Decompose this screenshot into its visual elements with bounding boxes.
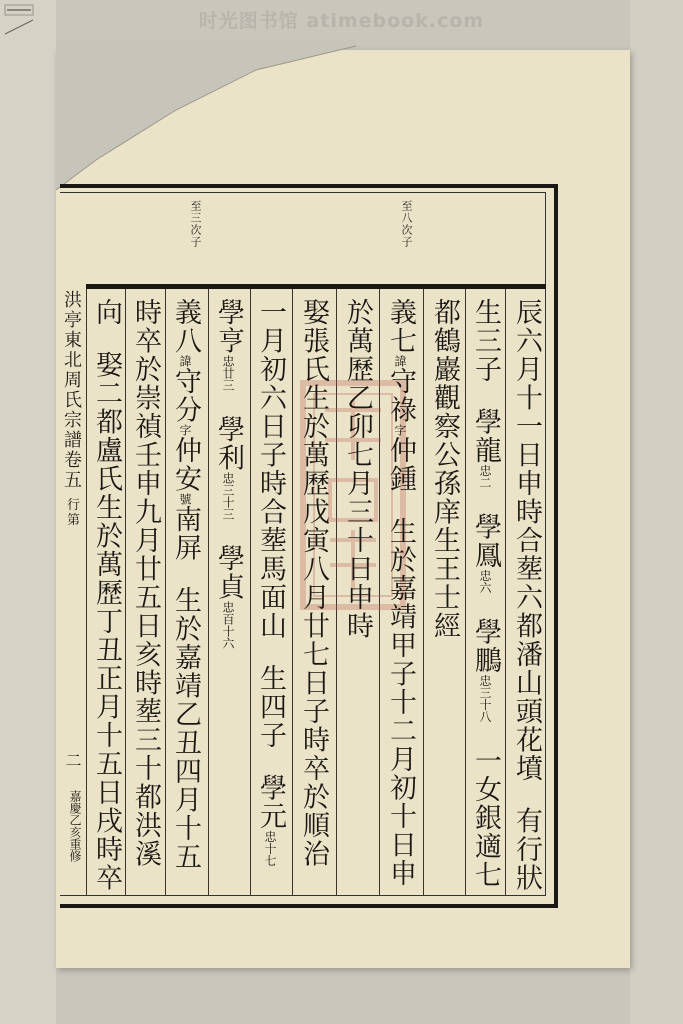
column-rule xyxy=(292,289,293,896)
scanner-bed-right xyxy=(630,0,683,1024)
annotation-note: 諱 xyxy=(178,355,192,367)
column-text: 學利 xyxy=(213,415,244,472)
annotation-note: 忠三十八 xyxy=(478,674,492,723)
column-text: 義七 xyxy=(385,298,416,355)
column-rule xyxy=(505,289,506,896)
column-spacer xyxy=(509,783,543,807)
column-text: 仲鍾 xyxy=(385,436,416,493)
column-text: 娶二都盧氏生於萬歷丁丑正月十五日戌時卒 xyxy=(91,350,122,892)
text-column-1 xyxy=(509,298,543,896)
column-spacer xyxy=(168,562,202,586)
column-text: 學亨 xyxy=(213,298,244,355)
column-text: 時卒於崇禎壬申九月廿五日亥時塟三十都洪溪 xyxy=(130,298,161,868)
torn-paper-corner xyxy=(56,40,356,190)
column-rule xyxy=(125,289,126,896)
column-text: 都鶴巖觀察公孫庠生王士經 xyxy=(429,298,460,640)
scanner-bed-left xyxy=(0,0,56,1024)
column-text: 於萬歷乙卯七月三十日申時 xyxy=(342,298,373,640)
header-note-right: 至八次子 xyxy=(400,200,413,248)
column-spacer xyxy=(468,489,502,513)
column-rule xyxy=(465,289,466,896)
text-column-7 xyxy=(253,298,287,896)
column-rule xyxy=(208,289,209,896)
column-text: 學貞 xyxy=(213,544,244,601)
column-text: 仲安 xyxy=(170,436,201,493)
text-column-4 xyxy=(383,298,417,896)
column-text: 生於嘉靖甲子十二月初十日申 xyxy=(385,517,416,888)
column-text: 有行狀 xyxy=(511,806,542,892)
column-text: 守分 xyxy=(170,367,201,424)
column-rule xyxy=(165,289,166,896)
column-text: 生三子 xyxy=(470,298,501,384)
annotation-note: 忠二 xyxy=(478,464,492,489)
column-text: 生於嘉靖乙丑四月十五 xyxy=(170,586,201,871)
column-rule xyxy=(250,289,251,896)
column-text: 辰六月十一日申時合塟六都潘山頭花墳 xyxy=(511,298,542,783)
spine-title-text: 洪亭東北周氏宗譜卷五 xyxy=(61,290,82,490)
column-spacer xyxy=(468,384,502,408)
text-column-2 xyxy=(468,298,502,896)
column-text: 學鵬 xyxy=(470,617,501,675)
column-spacer xyxy=(211,520,245,544)
annotation-note: 諱 xyxy=(393,355,407,367)
column-text: 學鳳 xyxy=(470,512,501,570)
text-column-9 xyxy=(168,298,202,896)
column-text: 學龍 xyxy=(470,407,501,465)
watermark-header: 时光图书馆 atimebook.com xyxy=(198,10,485,32)
column-spacer xyxy=(468,723,502,747)
header-note-left: 至三次子 xyxy=(189,200,202,248)
edition-note: 嘉慶乙亥重修 xyxy=(68,790,82,862)
header-band-divider xyxy=(86,284,546,289)
column-text: 學元 xyxy=(255,773,286,831)
annotation-note: 字 xyxy=(178,424,192,436)
column-spacer xyxy=(383,493,417,517)
column-spacer xyxy=(89,327,123,351)
column-text: 一月初六日子時合塟馬面山 xyxy=(255,298,286,640)
text-column-3 xyxy=(427,298,461,896)
column-spacer xyxy=(211,391,245,415)
column-text: 義八 xyxy=(170,298,201,355)
annotation-note: 忠六 xyxy=(478,569,492,594)
column-spacer xyxy=(253,750,287,774)
annotation-note: 忠廿三 xyxy=(221,355,235,391)
column-text: 守祿 xyxy=(385,367,416,424)
column-text: 生四子 xyxy=(255,664,286,750)
column-rule xyxy=(86,289,87,896)
annotation-note: 字 xyxy=(393,424,407,436)
column-text: 一女銀適七 xyxy=(470,746,501,889)
annotation-note: 忠百十六 xyxy=(221,601,235,649)
text-column-8 xyxy=(211,298,245,896)
column-text: 向 xyxy=(91,298,122,327)
page-number: 二 xyxy=(63,752,82,768)
column-spacer xyxy=(253,640,287,664)
text-column-5 xyxy=(340,298,374,896)
column-text: 南屏 xyxy=(170,505,201,562)
text-column-11 xyxy=(89,298,123,896)
annotation-note: 號 xyxy=(178,493,192,505)
text-column-6 xyxy=(296,298,330,896)
annotation-note: 忠三十三 xyxy=(221,472,235,520)
column-rule xyxy=(423,289,424,896)
text-column-10 xyxy=(128,298,162,896)
spine-section-label: 行第 xyxy=(64,497,79,528)
annotation-note: 忠十七 xyxy=(263,830,277,867)
column-text: 娶張氏生於萬歷戊寅八月廿七日子時卒於順治 xyxy=(298,298,329,868)
column-spacer xyxy=(468,594,502,618)
